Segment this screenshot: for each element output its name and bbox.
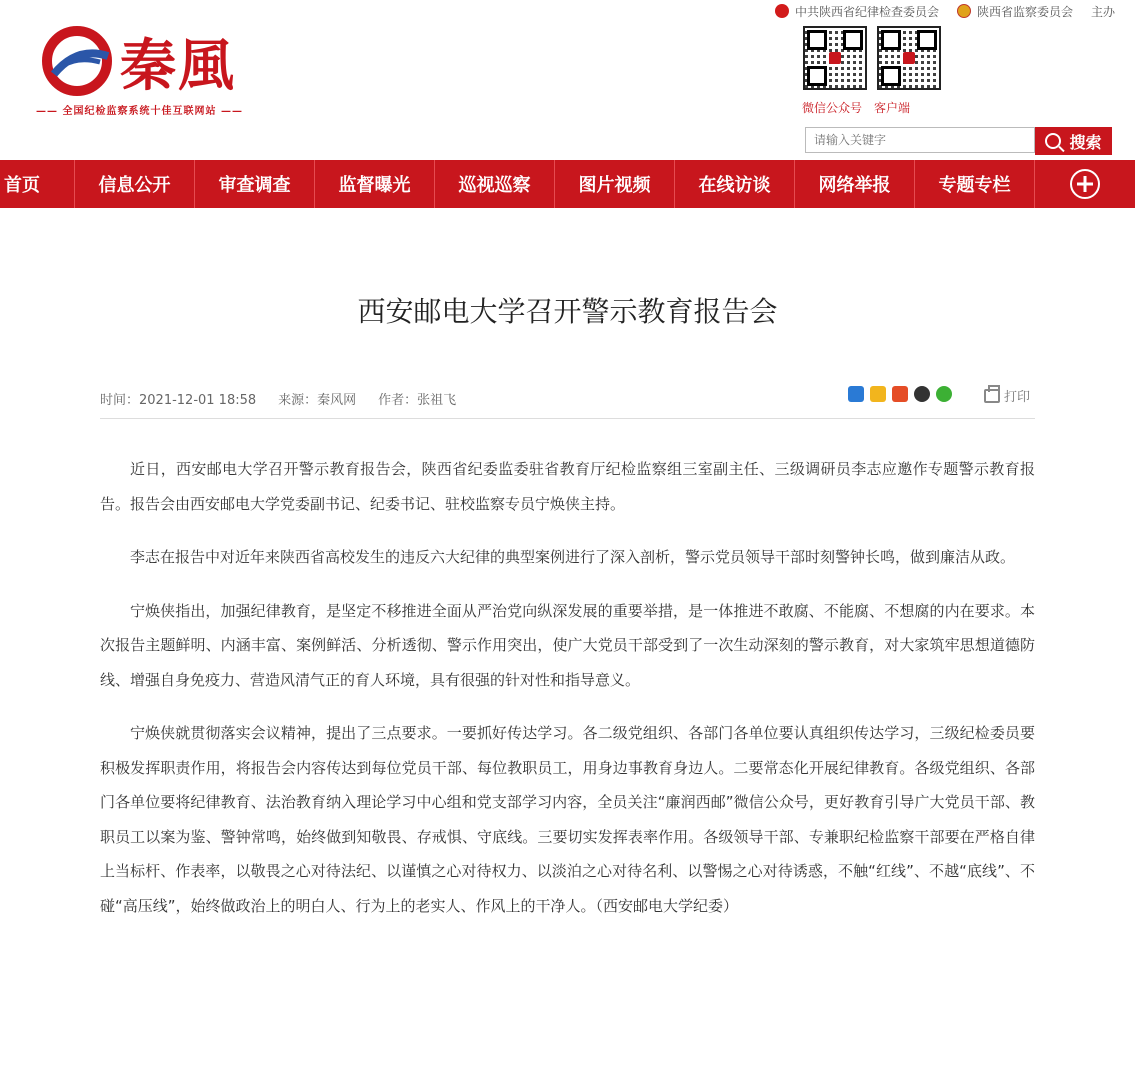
top-bar <box>757 0 1115 22</box>
print-button[interactable] <box>984 386 1030 405</box>
top-link-supervision-label: 陕西省监察委员会 <box>976 4 1073 19</box>
search-button-label: 搜索 <box>1069 132 1102 152</box>
article-paragraph: 李志在报告中对近年来陕西省高校发生的违反六大纪律的典型案例进行了深入剖析，警示党员领导干部时刻警钟长鸣，做到廉洁从政。 <box>130 548 1016 566</box>
share-weibo-icon[interactable] <box>892 386 908 402</box>
logo-text: 秦風 <box>120 33 236 99</box>
national-emblem-icon <box>957 4 971 18</box>
article-paragraph: 宁焕侠就贯彻落实会议精神，提出了三点要求。一要抓好传达学习。各二级党组织、各部门各单位要认真组织传达学习，三级纪检委员要积极发挥职责作用，将报告会内容传达到每位党员干部、每位教职员工，用身边事教育身边人。二要常态化开展纪律教育。各级党组织、各部门各单位要将纪律教育、法治教育纳入理论学习中心组和党支部学习内容，全员关注“廉润西邮”微信公众号，更好教育引导广大党员干部、教职员工以案为鉴、警钟常鸣，始终做到知敬畏、存戒惧、守底线。三要切实发挥表率作用。各级领导干部、专兼职纪检监察干部要在严格自律上当标杆、作表率，以敬畏之心对待法纪、以谨慎之心对待权力、以淡泊之心对待名利、以警惕之心对待诱惑，不触“红线”、不越“底线”、不碰“高压线”，始终做政治上的明白人、行为上的老实人、作风上的干净人。（西安邮电大学纪委） <box>100 724 1035 915</box>
logo-slogan: —— 全国纪检监察系统十佳互联网站 —— <box>36 106 243 117</box>
article-title: 西安邮电大学召开警示教育报告会 <box>357 295 778 328</box>
share-buttons <box>848 386 952 402</box>
article-body <box>100 452 1035 942</box>
share-wechat-icon[interactable] <box>936 386 952 402</box>
app-qr-code <box>877 26 941 90</box>
site-logo[interactable] <box>36 20 286 120</box>
nav-item-online-interview[interactable]: 在线访谈 <box>675 160 795 208</box>
printer-icon <box>984 389 1000 403</box>
article-paragraph: 近日，西安邮电大学召开警示教育报告会，陕西省纪委监委驻省教育厅纪检监察组三室副主任、三级调研员李志应邀作专题警示教育报告。报告会由西安邮电大学党委副书记、纪委书记、驻校监察专员宁焕侠主持。 <box>100 460 1035 513</box>
share-qq-space-icon[interactable] <box>870 386 886 402</box>
wechat-qr-label: 微信公众号 <box>802 101 863 115</box>
nav-item-info-disclosure[interactable]: 信息公开 <box>75 160 195 208</box>
qr-codes <box>803 26 941 90</box>
party-emblem-icon <box>775 4 789 18</box>
nav-item-supervision-exposure[interactable]: 监督曝光 <box>315 160 435 208</box>
logo-mark-icon <box>42 26 112 96</box>
host-label: 主办 <box>1090 4 1115 19</box>
article-author: 作者：张祖飞 <box>378 393 457 408</box>
article-source: 来源：秦风网 <box>278 393 357 408</box>
main-nav <box>0 160 1135 208</box>
wechat-qr-code <box>803 26 867 90</box>
nav-item-home[interactable]: 首页 <box>0 160 75 208</box>
share-qq-icon[interactable] <box>914 386 930 402</box>
share-qzone-icon[interactable] <box>848 386 864 402</box>
nav-item-photo-video[interactable]: 图片视频 <box>555 160 675 208</box>
nav-item-investigation[interactable]: 审查调查 <box>195 160 315 208</box>
plus-icon <box>1070 169 1100 199</box>
print-label: 打印 <box>1004 390 1031 405</box>
nav-item-special-topics[interactable]: 专题专栏 <box>915 160 1035 208</box>
article-meta <box>100 389 456 408</box>
article-time: 时间：2021-12-01 18:58 <box>100 393 257 408</box>
nav-more-button[interactable] <box>1035 160 1135 208</box>
qr-labels <box>802 99 910 116</box>
search-bar <box>805 127 1112 155</box>
meta-divider <box>100 418 1035 419</box>
search-input[interactable] <box>805 127 1035 153</box>
search-button[interactable] <box>1035 127 1112 155</box>
nav-item-online-report[interactable]: 网络举报 <box>795 160 915 208</box>
top-link-party-discipline-label: 中共陕西省纪律检查委员会 <box>794 4 939 19</box>
top-link-party-discipline[interactable] <box>775 3 939 20</box>
top-link-supervision[interactable] <box>957 3 1073 20</box>
nav-item-inspection[interactable]: 巡视巡察 <box>435 160 555 208</box>
article-paragraph: 宁焕侠指出，加强纪律教育，是坚定不移推进全面从严治党向纵深发展的重要举措，是一体推进不敢腐、不能腐、不想腐的内在要求。本次报告主题鲜明、内涵丰富、案例鲜活、分析透彻、警示作用突出，使广大党员干部受到了一次生动深刻的警示教育，对大家筑牢思想道德防线、增强自身免疫力、营造风清气正的育人环境，具有很强的针对性和指导意义。 <box>100 601 1035 689</box>
app-qr-label: 客户端 <box>874 101 911 115</box>
search-icon <box>1045 133 1061 149</box>
